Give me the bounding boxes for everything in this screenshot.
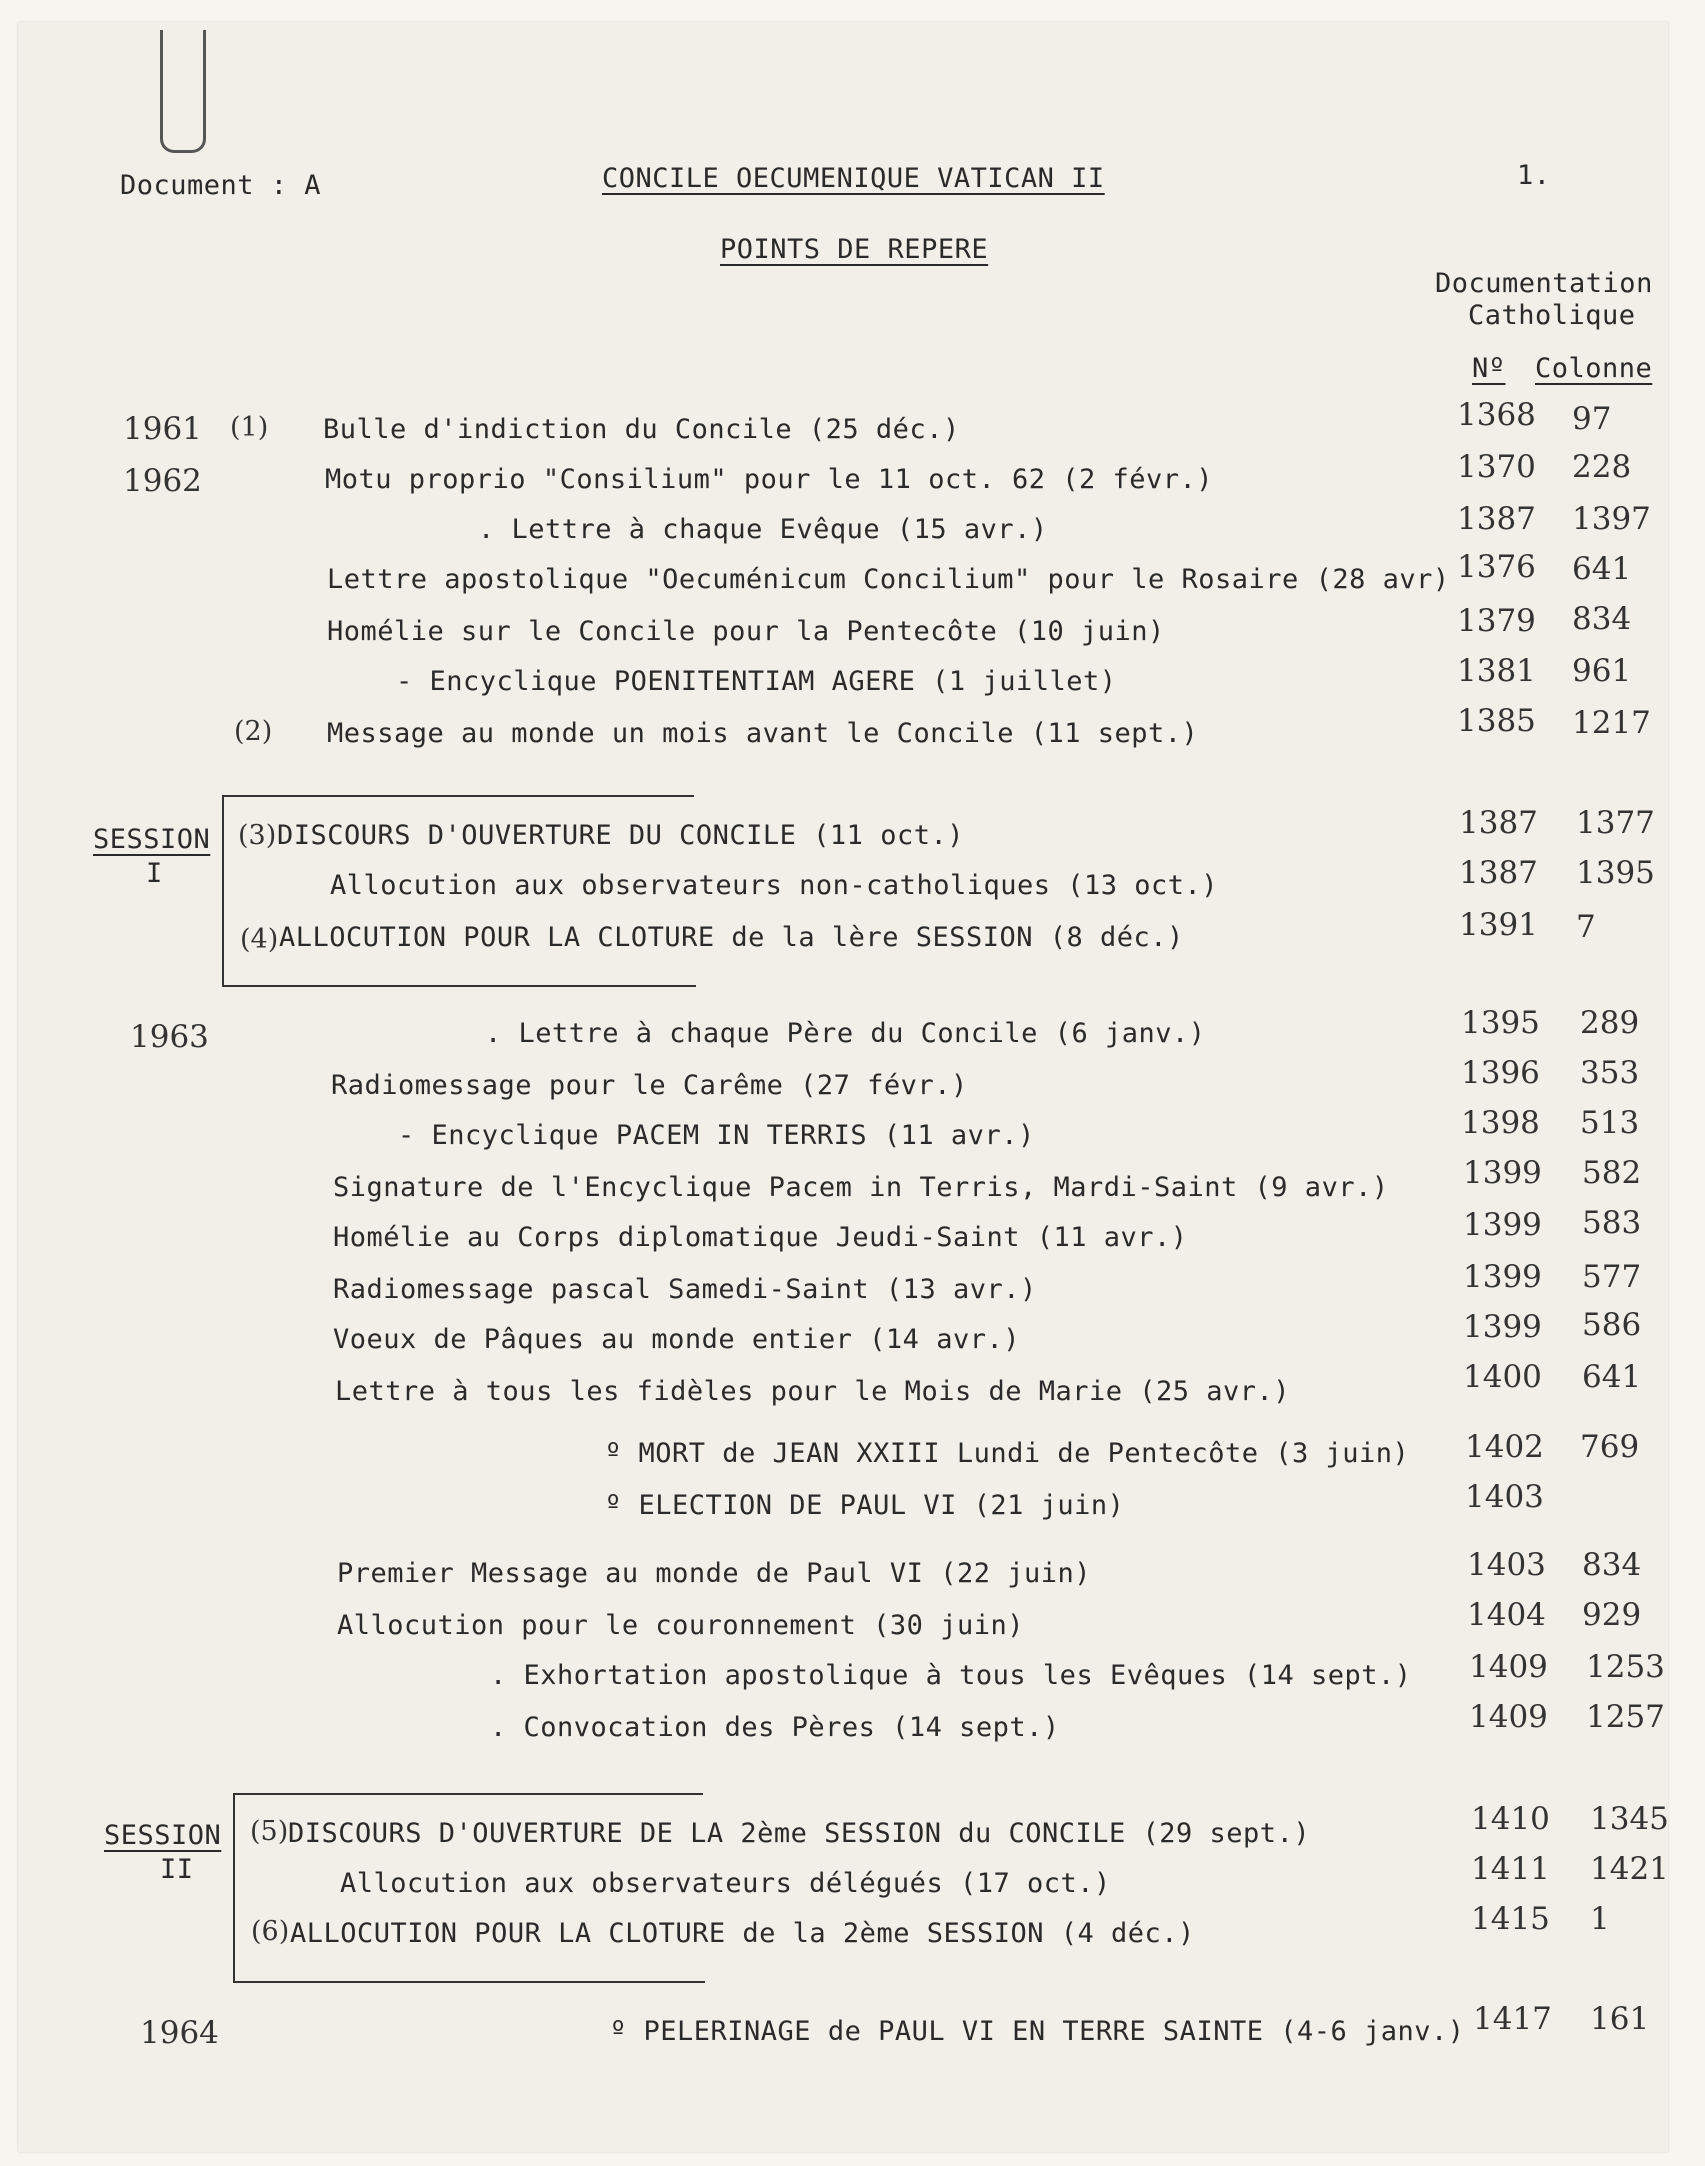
entry-column: 1395: [1576, 855, 1655, 891]
entry-text: Lettre apostolique "Oecuménicum Concilium" pour le Rosaire (28 avr): [327, 564, 1450, 595]
entry-text: Motu proprio "Consilium" pour le 11 oct. 62 (2 févr.): [325, 464, 1214, 495]
entry-number: 1410: [1471, 1801, 1550, 1837]
year-label: 1964: [140, 2015, 219, 2051]
entry-column: 97: [1572, 401, 1612, 437]
entry-text: Allocution aux observateurs non-catholiques (13 oct.): [330, 870, 1219, 901]
entry-number: 1381: [1457, 653, 1536, 689]
entry-text: ALLOCUTION POUR LA CLOTURE de la 2ème SESSION (4 déc.): [290, 1918, 1195, 1949]
entry-column: 641: [1582, 1359, 1642, 1395]
entry-number: 1379: [1457, 603, 1536, 639]
entry-column: 1: [1590, 1901, 1610, 1937]
entry-marker: (5): [250, 1816, 289, 1847]
entry-text: Premier Message au monde de Paul VI (22 juin): [337, 1558, 1091, 1589]
entry-column: 641: [1572, 551, 1632, 587]
entry-column: 161: [1590, 2001, 1650, 2037]
entry-text: Allocution aux observateurs délégués (17 oct.): [340, 1868, 1111, 1899]
entry-column: 961: [1572, 653, 1632, 689]
entry-column: 1257: [1586, 1699, 1665, 1735]
entry-number: 1409: [1469, 1699, 1548, 1735]
column-header-colonne: Colonne: [1535, 353, 1653, 384]
entry-text: Homélie au Corps diplomatique Jeudi-Saint (11 avr.): [333, 1222, 1188, 1253]
entry-column: 834: [1582, 1547, 1642, 1583]
entry-column: 929: [1582, 1597, 1642, 1633]
entry-text: Homélie sur le Concile pour la Pentecôte (10 juin): [327, 616, 1165, 647]
entry-text: Voeux de Pâques au monde entier (14 avr.): [333, 1324, 1020, 1355]
entry-number: 1387: [1459, 805, 1538, 841]
entry-text: Lettre à tous les fidèles pour le Mois de Marie (25 avr.): [335, 1376, 1291, 1407]
entry-text: . Lettre à chaque Père du Concile (6 janv.): [485, 1018, 1206, 1049]
entry-number: 1415: [1471, 1901, 1550, 1937]
entry-number: 1399: [1463, 1259, 1542, 1295]
entry-number: 1387: [1457, 501, 1536, 537]
source-label-line1: Documentation: [1435, 268, 1653, 299]
entry-text: Message au monde un mois avant le Concile (11 sept.): [327, 718, 1199, 749]
entry-number: 1403: [1467, 1547, 1546, 1583]
document-title: CONCILE OECUMENIQUE VATICAN II: [602, 163, 1105, 194]
entry-text: - Encyclique POENITENTIAM AGERE (1 juillet): [396, 666, 1117, 697]
entry-text: ALLOCUTION POUR LA CLOTURE de la lère SESSION (8 déc.): [279, 922, 1184, 953]
entry-text: DISCOURS D'OUVERTURE DU CONCILE (11 oct.): [277, 820, 964, 851]
entry-column: 1397: [1572, 501, 1651, 537]
column-header-no: Nº: [1472, 353, 1506, 384]
entry-text: Radiomessage pascal Samedi-Saint (13 avr.): [333, 1274, 1037, 1305]
entry-text: º MORT de JEAN XXIII Lundi de Pentecôte (3 juin): [605, 1438, 1410, 1469]
entry-number: 1370: [1457, 449, 1536, 485]
entry-number: 1387: [1459, 855, 1538, 891]
entry-column: 7: [1576, 909, 1596, 945]
entry-text: - Encyclique PACEM IN TERRIS (11 avr.): [398, 1120, 1035, 1151]
entry-number: 1368: [1457, 397, 1536, 433]
entry-column: 228: [1572, 449, 1632, 485]
entry-text: Signature de l'Encyclique Pacem in Terris, Mardi-Saint (9 avr.): [333, 1172, 1389, 1203]
entry-marker: (1): [230, 412, 269, 443]
entry-number: 1411: [1471, 1851, 1550, 1887]
session-label: SESSION: [104, 1820, 222, 1851]
document-label: Document : A: [120, 170, 322, 201]
entry-number: 1404: [1467, 1597, 1546, 1633]
paper-clip-icon: [160, 30, 206, 153]
entry-column: 577: [1582, 1259, 1642, 1295]
entry-marker: (3): [238, 820, 277, 851]
entry-text: DISCOURS D'OUVERTURE DE LA 2ème SESSION du CONCILE (29 sept.): [288, 1818, 1311, 1849]
entry-column: 513: [1580, 1105, 1640, 1141]
entry-number: 1391: [1459, 907, 1538, 943]
entry-column: 582: [1582, 1155, 1642, 1191]
entry-number: 1399: [1463, 1155, 1542, 1191]
year-label: 1963: [130, 1019, 209, 1055]
entry-number: 1402: [1465, 1429, 1544, 1465]
entry-column: 769: [1580, 1429, 1640, 1465]
entry-marker: (6): [251, 1916, 290, 1947]
entry-column: 1217: [1572, 705, 1651, 741]
entry-number: 1400: [1463, 1359, 1542, 1395]
year-label: 1961: [123, 411, 202, 447]
entry-column: 1253: [1586, 1649, 1665, 1685]
entry-number: 1399: [1463, 1207, 1542, 1243]
entry-number: 1399: [1463, 1309, 1542, 1345]
session-bracket-top: [233, 1793, 703, 1795]
entry-column: 583: [1582, 1205, 1642, 1241]
entry-marker: (4): [240, 924, 279, 955]
entry-text: º PELERINAGE de PAUL VI EN TERRE SAINTE (4-6 janv.): [610, 2016, 1465, 2047]
entry-column: 834: [1572, 601, 1632, 637]
entry-text: Radiomessage pour le Carême (27 févr.): [331, 1070, 968, 1101]
entry-column: 1421: [1590, 1851, 1669, 1887]
entry-number: 1376: [1457, 549, 1536, 585]
entry-marker: (2): [234, 716, 273, 747]
entry-number: 1409: [1469, 1649, 1548, 1685]
session-bracket-top: [222, 795, 694, 797]
entry-text: . Exhortation apostolique à tous les Evêques (14 sept.): [490, 1660, 1412, 1691]
entry-column: 1377: [1576, 805, 1655, 841]
entry-number: 1398: [1461, 1105, 1540, 1141]
entry-column: 1345: [1590, 1801, 1669, 1837]
entry-text: º ELECTION DE PAUL VI (21 juin): [605, 1490, 1125, 1521]
year-label: 1962: [123, 463, 202, 499]
source-label-line2: Catholique: [1468, 300, 1636, 331]
entry-column: 353: [1580, 1055, 1640, 1091]
session-number: I: [146, 858, 163, 889]
entry-column: 586: [1582, 1307, 1642, 1343]
entry-column: 289: [1580, 1005, 1640, 1041]
entry-number: 1417: [1473, 2001, 1552, 2037]
session-label: SESSION: [93, 824, 211, 855]
entry-number: 1403: [1465, 1479, 1544, 1515]
entry-number: 1385: [1457, 703, 1536, 739]
entry-text: Bulle d'indiction du Concile (25 déc.): [323, 414, 960, 445]
document-subtitle: POINTS DE REPERE: [720, 234, 989, 265]
entry-text: . Convocation des Pères (14 sept.): [490, 1712, 1060, 1743]
entry-number: 1396: [1461, 1055, 1540, 1091]
entry-text: . Lettre à chaque Evêque (15 avr.): [478, 514, 1048, 545]
entry-text: Allocution pour le couronnement (30 juin): [337, 1610, 1024, 1641]
entry-number: 1395: [1461, 1005, 1540, 1041]
page-number: 1.: [1517, 160, 1551, 191]
session-number: II: [160, 1854, 194, 1885]
